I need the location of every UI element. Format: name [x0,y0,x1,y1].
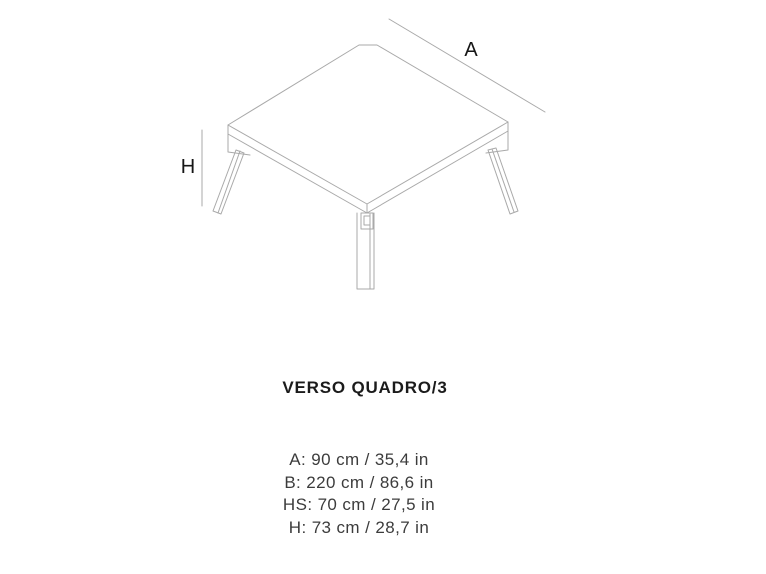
front-leg-bracket-inner [364,216,370,225]
front-leg-bracket-outer [361,213,373,229]
table-leg-right-inner-edge [492,149,514,212]
tabletop-right-edge [367,122,508,213]
dimension-row-h: H: 73 cm / 28,7 in [288,517,430,537]
table-leg-front [357,213,374,289]
height-dimension-label: H [180,156,196,178]
dimension-row-hs: HS: 70 cm / 27,5 in [282,495,436,514]
tabletop-top-face [228,45,508,204]
table-leg-left-inner-edge [218,151,240,213]
dimension-list [0,449,718,539]
dimension-row-a: A: 90 cm / 35,4 in [289,450,429,469]
drawing-lines [202,19,545,289]
width-dimension-label: A [464,39,478,61]
dimension-row-b: B: 220 cm / 86,6 in [284,472,434,492]
product-title: VERSO QUADRO/3 [282,378,448,397]
tabletop-left-edge [228,125,367,213]
